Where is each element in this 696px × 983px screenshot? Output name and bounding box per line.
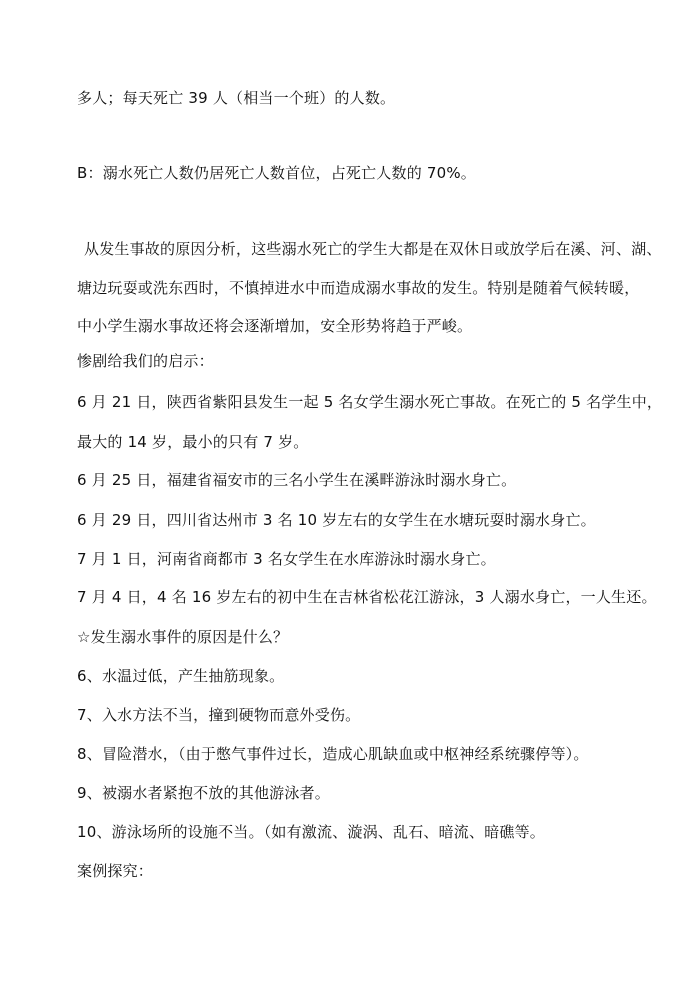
text-line-case-july1: 7 月 1 日，河南省商都市 3 名女学生在水库游泳时溺水身亡。 — [77, 550, 496, 568]
text-line-case-june21-b: 最大的 14 岁，最小的只有 7 岁。 — [77, 433, 309, 451]
section-heading-lessons: 惨剧给我们的启示： — [77, 352, 214, 370]
list-item-cause-6: 6、水温过低，产生抽筋现象。 — [77, 667, 285, 685]
text-line-cause-analysis-1: 从发生事故的原因分析，这些溺水死亡的学生大都是在双休日或放学后在溪、河、湖、 — [84, 240, 662, 258]
section-heading-case-study: 案例探究： — [77, 862, 154, 880]
list-item-cause-8: 8、冒险潜水，（由于憋气事件过长，造成心肌缺血或中枢神经系统骤停等）。 — [77, 745, 589, 763]
section-heading-causes: ☆发生溺水事件的原因是什么？ — [77, 628, 289, 646]
text-line-cause-analysis-2: 塘边玩耍或洗东西时，不慎掉进水中而造成溺水事故的发生。特别是随着气候转暖， — [77, 279, 640, 297]
text-line-death-stats: 多人；每天死亡 39 人（相当一个班）的人数。 — [77, 89, 396, 107]
list-item-cause-9: 9、被溺水者紧抱不放的其他游泳者。 — [77, 784, 330, 802]
list-item-cause-7: 7、入水方法不当，撞到硬物而意外受伤。 — [77, 706, 361, 724]
text-line-case-july4: 7 月 4 日，4 名 16 岁左右的初中生在吉林省松花江游泳，3 人溺水身亡，一人生还。 — [77, 588, 657, 606]
text-line-cause-analysis-3: 中小学生溺水事故还将会逐渐增加，安全形势将趋于严峻。 — [77, 317, 473, 335]
text-line-case-june21-a: 6 月 21 日，陕西省紫阳县发生一起 5 名女学生溺水死亡事故。在死亡的 5 名学生中， — [77, 393, 663, 411]
text-line-case-june25: 6 月 25 日，福建省福安市的三名小学生在溪畔游泳时溺水身亡。 — [77, 471, 517, 489]
text-line-drowning-share: B：溺水死亡人数仍居死亡人数首位，占死亡人数的 70%。 — [77, 164, 477, 182]
list-item-cause-10: 10、游泳场所的设施不当。（如有激流、漩涡、乱石、暗流、暗礁等。 — [77, 823, 545, 841]
text-line-case-june29: 6 月 29 日，四川省达州市 3 名 10 岁左右的女学生在水塘玩耍时溺水身亡。 — [77, 511, 596, 529]
